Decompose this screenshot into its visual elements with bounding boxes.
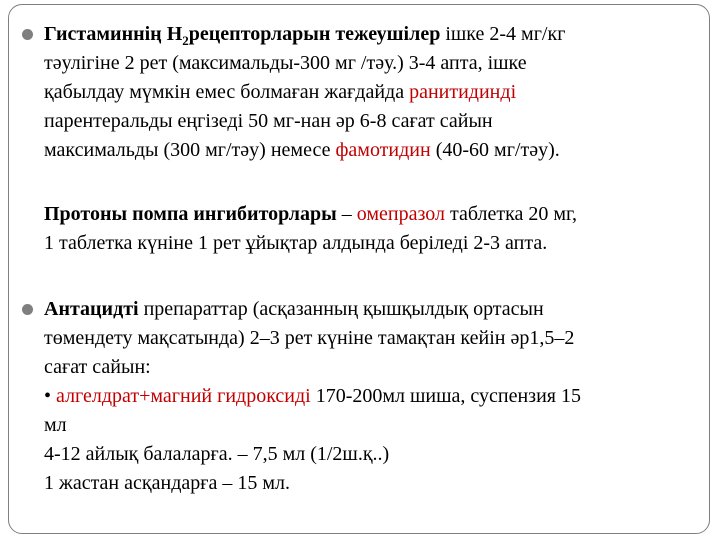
paragraph-line: сағат сайын:	[44, 356, 151, 378]
bullet-icon	[22, 29, 33, 40]
drug-name-famotidine: фамотидин	[335, 139, 431, 161]
paragraph-line: 4-12 айлық балаларға. – 7,5 мл (1/2ш.қ..)	[44, 443, 390, 465]
drug-name-omeprazole: омепразол	[356, 203, 445, 225]
paragraph-line: қабылдау мүмкін емес болмаған жағдайда ранитидинді	[44, 81, 517, 103]
paragraph-line: 1 жастан асқандарға – 15 мл.	[44, 472, 290, 494]
paragraph-line	[22, 20, 702, 49]
subscript-two: 2	[182, 33, 189, 48]
proton-pump-term: Протоны помпа ингибиторлары	[44, 203, 337, 225]
drug-name-algeldrate: алгелдрат+магний гидроксиді	[56, 385, 311, 407]
bullet-icon	[22, 304, 33, 315]
paragraph-line: • алгелдрат+магний гидроксиді 170-200мл шиша, суспензия 15	[44, 385, 581, 407]
paragraph-line: максимальды (300 мг/тәу) немесе фамотидин (40-60 мг/тәу).	[44, 139, 560, 161]
paragraph-line: тәулігіне 2 рет (максимальды-300 мг /тәу.) 3-4 апта, ішке	[44, 52, 527, 74]
histamine-blockers-term: Гистаминнің $H_2рецепторларын$ тежеушілер	[44, 23, 441, 48]
paragraph-text: ішке 2-4 мг/кг	[440, 23, 566, 45]
paragraph-line: парентеральды еңгізеді 50 мг-нан әр 6-8 сағат сайын	[44, 110, 493, 132]
antacids-paragraph	[22, 295, 702, 498]
antacids-term: Антацидті	[44, 298, 139, 320]
paragraph-line: Антацидті препараттар (асқазанның қышқылдық ортасын	[22, 295, 702, 324]
paragraph-line: төмендету мақсатында) 2–3 рет күніне тамақтан кейін әр1,5–2	[44, 327, 575, 349]
paragraph-line: Протоны помпа ингибиторлары – омепразол таблетка 20 мг,	[44, 203, 577, 225]
histamine-blockers-paragraph	[22, 20, 702, 165]
paragraph-line: 1 таблетка күніне 1 рет ұйықтар алдында беріледі 2-3 апта.	[44, 232, 548, 254]
paragraph-line: мл	[44, 414, 67, 436]
drug-name-ranitidine: ранитидинді	[409, 81, 517, 103]
proton-pump-paragraph	[22, 200, 702, 258]
